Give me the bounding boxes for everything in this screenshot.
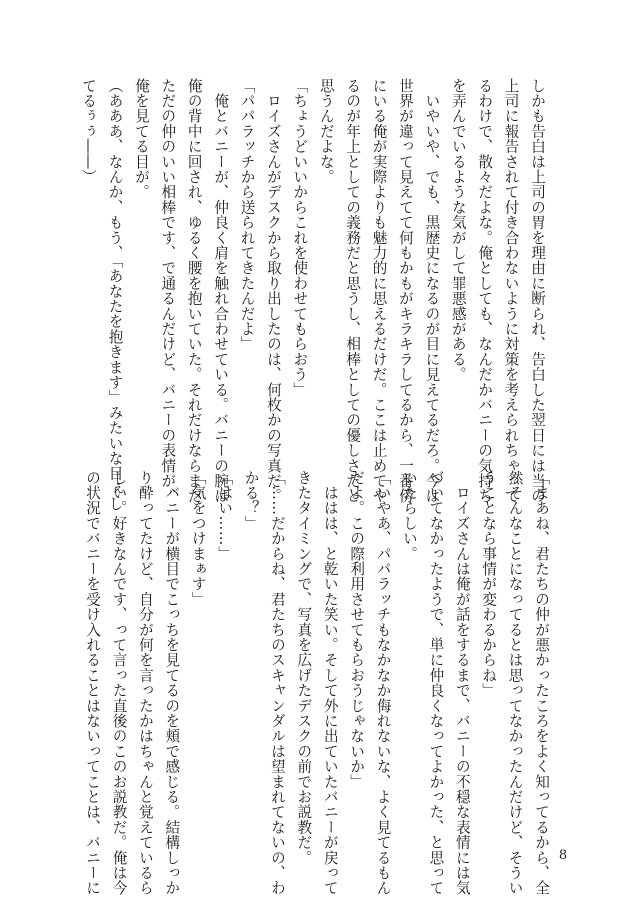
text-line: ははは、と乾いた笑い。そして外に出ていたバニーが戻って xyxy=(321,470,339,896)
text-line: るのが年上としての義務だと思うし、相棒としての優しさだと xyxy=(344,78,362,504)
text-line: 「……だからね、君たちのスキャンダルは望まれてないの、わ xyxy=(268,470,286,896)
text-line: るわけで、散々だよな。俺としても、なんだかバニーの気持ち xyxy=(476,78,494,504)
text-line: 俺の背中に回され、ゆるく腰を抱いていた。それだけならまだ xyxy=(185,78,203,504)
text-line: いやいや、でも、黒歴史になるのが目に見えてるだろ。今は xyxy=(423,78,441,504)
text-line: 然そんなことになってるとは思ってなかったんだけど、そうい xyxy=(506,470,524,896)
text-line: ただの仲のいい相棒です、で通るんだけど、バニーの表情が、 xyxy=(159,78,177,504)
text-line: いたらしい。 xyxy=(400,470,418,562)
text-line: にいる俺が実際よりも魅力的に思えるだけだ。ここは止めてや xyxy=(370,78,388,504)
text-line: り酔ってたけど、自分が何を言ったかはちゃんと覚えているら xyxy=(136,470,154,896)
text-line: 世界が違って見えてて何もかもがキラキラしてるから、一番傍 xyxy=(396,78,414,504)
page-number: 8 xyxy=(558,848,568,863)
text-line: 俺を見てる目が。 xyxy=(132,78,150,200)
text-line: バニーが横目でこっちを見てるのを頬で感じる。結構しっか xyxy=(163,470,181,896)
text-line: だよ。この際利用させてもらおうじゃないか」 xyxy=(348,470,366,790)
text-line: きたタイミングで、写真を広げたデスクの前でお説教だ。 xyxy=(295,470,313,866)
text-line: の状況でバニーを受け入れることはないってことは、バニーに xyxy=(84,470,102,896)
text-line: しい。好きなんです、って言った直後のこのお説教だ。俺は今 xyxy=(110,470,128,896)
text-line: かる？」 xyxy=(242,470,260,531)
text-line: 上司に報告されて付き合わないように対策を考えられちゃって xyxy=(502,78,520,504)
text-line: 「はい……」 xyxy=(216,470,234,562)
text-line: づいてなかったようで、単に仲良くなってよかった、と思って xyxy=(427,470,445,896)
text-line: しかも告白は上司の胃を理由に断られ、告白した翌日には当の xyxy=(529,78,546,504)
text-line: 思うんだよな。 xyxy=(317,78,335,185)
text-line: を弄んでいるような気がして罪悪感がある。 xyxy=(449,78,467,382)
lower-text-block xyxy=(84,470,554,896)
text-line: 俺とバニーが、仲良く肩を触れ合わせている。バニーの腕は xyxy=(212,78,230,504)
text-line: 「まあね、君たちの仲が悪かったころをよく知ってるから、全 xyxy=(533,470,550,896)
text-line: ロイズさんは俺が話をするまで、バニーの不穏な表情には気 xyxy=(453,470,471,896)
text-line: 「ちょうどいいからこれを使わせてもらおう」 xyxy=(291,78,309,398)
text-line: ロイズさんがデスクから取り出したのは、何枚かの写真だ。 xyxy=(264,78,282,504)
text-line: 「パパラッチから送られてきたんだよ」 xyxy=(238,78,256,352)
text-line: てるぅぅ――） xyxy=(80,78,98,185)
text-line: 「いやあ、パパラッチもなかなか侮れないな、よく見てるもん xyxy=(374,470,392,896)
text-line: うことなら事情が変わるからね」 xyxy=(480,470,498,698)
text-line: （あああ、なんか、もう、「あなたを抱きます」みたいな目ぇし xyxy=(106,78,124,512)
text-line: 「気をつけまぁす」 xyxy=(189,470,207,607)
